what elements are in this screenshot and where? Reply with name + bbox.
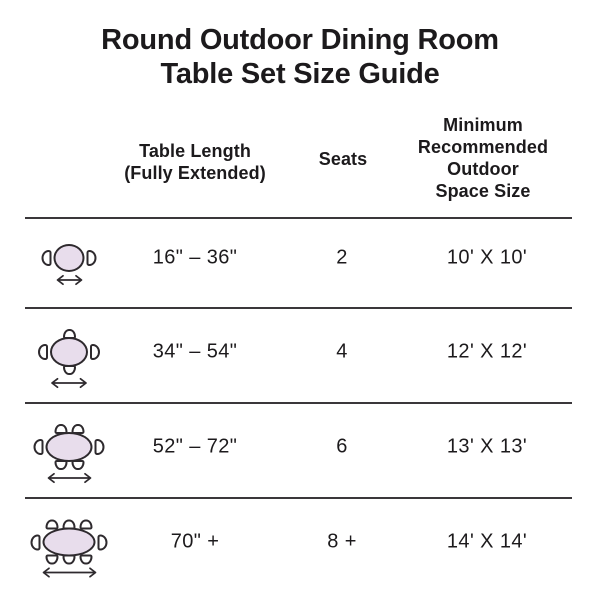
diameter-arrow-icon: [40, 567, 98, 579]
space-size-value: 13' X 13': [446, 435, 528, 458]
column-header-table-length-line-2: (Fully Extended): [124, 163, 266, 183]
column-header-space-line-1: Minimum: [443, 115, 523, 135]
page-title-line-1: Round Outdoor Dining Room: [101, 24, 499, 56]
table-row: [0, 307, 600, 397]
diameter-arrow-icon: [45, 472, 93, 484]
column-header-space-line-4: Space Size: [435, 181, 531, 201]
column-header-seats: Seats: [318, 149, 368, 169]
seats-value: 2: [336, 246, 348, 269]
table-length-value: 16" – 36": [152, 246, 238, 269]
chair-icon: [31, 534, 41, 550]
seats-value: 8 +: [327, 530, 357, 553]
oval-table-8-seats-icon: [31, 520, 108, 565]
table-row: [0, 213, 600, 303]
chair-icon: [87, 250, 97, 266]
space-size-value: 10' X 10': [446, 246, 528, 269]
round-table-4-seats-icon: [38, 329, 100, 375]
dining-set-icon-cell: [31, 520, 108, 565]
column-header-space-line-3: Outdoor: [447, 159, 519, 179]
page-title-line-2: Table Set Size Guide: [160, 58, 440, 90]
chair-icon: [90, 344, 100, 360]
table-and-side-chairs: [31, 528, 108, 557]
chair-icon: [38, 344, 48, 360]
table-and-side-chairs: [42, 244, 97, 272]
page-title: [0, 23, 600, 91]
chair-icon: [42, 250, 52, 266]
dining-set-icon-cell: [34, 424, 105, 470]
space-size-value: 14' X 14': [446, 530, 528, 553]
seats-value: 4: [336, 340, 348, 363]
table-top-icon: [43, 528, 96, 557]
dining-set-icon-cell: [42, 244, 97, 272]
column-header-table-length: [124, 140, 266, 184]
round-table-2-seats-icon: [42, 244, 97, 272]
table-top-icon: [50, 337, 88, 367]
table-top-icon: [46, 432, 93, 462]
table-row: [0, 497, 600, 587]
column-header-table-length-line-1: Table Length: [139, 141, 251, 161]
table-length-value: 52" – 72": [152, 435, 238, 458]
table-length-value: 34" – 54": [152, 340, 238, 363]
table-and-side-chairs: [38, 337, 100, 367]
chair-icon: [34, 439, 44, 455]
seats-value: 6: [336, 435, 348, 458]
column-header-space-line-2: Recommended: [417, 137, 549, 157]
table-row: [0, 402, 600, 492]
chair-icon: [98, 534, 108, 550]
table-length-value: 70" +: [170, 530, 220, 553]
column-header-space: [418, 114, 548, 202]
space-size-value: 12' X 12': [446, 340, 528, 363]
diameter-arrow-icon: [54, 274, 84, 286]
dining-set-icon-cell: [38, 329, 100, 375]
oval-table-6-seats-icon: [34, 424, 105, 470]
table-top-icon: [54, 244, 85, 272]
diameter-arrow-icon: [49, 377, 89, 389]
chair-icon: [95, 439, 105, 455]
table-and-side-chairs: [34, 432, 105, 462]
